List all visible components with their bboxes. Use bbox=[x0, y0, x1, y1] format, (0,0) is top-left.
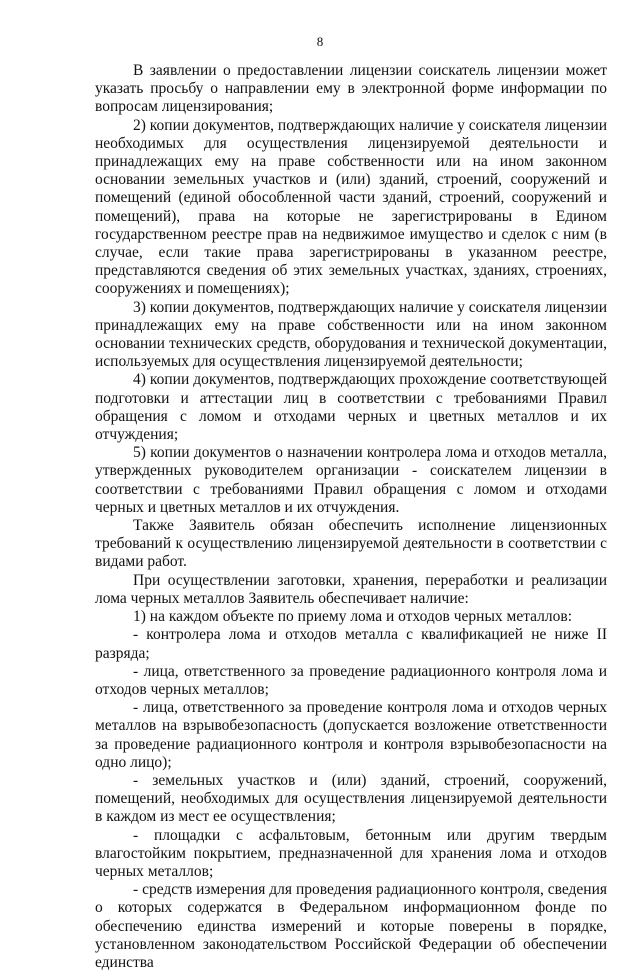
paragraph: При осуществлении заготовки, хранения, переработки и реализации лома черных металлов Заявитель обеспечивает наличие: bbox=[95, 571, 607, 607]
list-item: 5) копии документов о назначении контролера лома и отходов металла, утвержденных руководителем организации - соискателем лицензии в соответствии с требованиями Правил обращения с ломом и отходами черных и цветных металлов и их отчуждения. bbox=[95, 444, 607, 516]
paragraph: Также Заявитель обязан обеспечить исполнение лицензионных требований к осуществлению лицензируемой деятельности в соответствии с видами работ. bbox=[95, 517, 607, 571]
list-item: 2) копии документов, подтверждающих наличие у соискателя лицензии необходимых для осуществления лицензируемой деятельности и принадлежащих ему на праве собственности или на ином законном основании земельных участков и (или) зданий, строений, сооружений и помещений (единой обособленной части зданий, строений, сооружений и помещений), права на которые не зарегистрированы в Едином государственном реестре прав на недвижимое имущество и сделок с ним (в случае, если такие права зарегистрированы в указанном реестре, представляются сведения об этих земельных участках, зданиях, строениях, сооружениях и помещениях); bbox=[95, 116, 607, 298]
list-item: - контролера лома и отходов металла с квалификацией не ниже II разряда; bbox=[95, 626, 607, 662]
list-item: 3) копии документов, подтверждающих наличие у соискателя лицензии принадлежащих ему на праве собственности или на ином законном основании технических средств, оборудования и технической документации, используемых для осуществления лицензируемой деятельности; bbox=[95, 298, 607, 371]
page-number: 8 bbox=[316, 34, 324, 49]
list-item: - площадки с асфальтовым, бетонным или другим твердым влагостойким покрытием, предназначенной для хранения лома и отходов черных металлов; bbox=[95, 826, 607, 880]
paragraph: В заявлении о предоставлении лицензии соискатель лицензии может указать просьбу о направлении ему в электронной форме информации по вопросам лицензирования; bbox=[95, 62, 607, 116]
list-item: 1) на каждом объекте по приему лома и отходов черных металлов: bbox=[133, 608, 573, 626]
list-item: - лица, ответственного за проведение контроля лома и отходов черных металлов на взрывобезопасность (допускается возложение ответственности за проведение радиационного контроля и контроля взрывобезопасности на одно лицо); bbox=[95, 699, 607, 771]
list-item: - земельных участков и (или) зданий, строений, сооружений, помещений, необходимых для осуществления лицензируемой деятельности в каждом из мест ее осуществления; bbox=[95, 771, 607, 826]
list-item: - лица, ответственного за проведение радиационного контроля лома и отходов черных металлов; bbox=[95, 662, 607, 698]
document-body bbox=[95, 62, 607, 972]
list-item: - средств измерения для проведения радиационного контроля, сведения о которых содержатся в Федеральном информационном фонде по обеспечению единства измерений и которые поверены в порядке, установленном законодательством Российской Федерации об обеспечении единства bbox=[95, 881, 607, 971]
list-item: 4) копии документов, подтверждающих прохождение соответствующей подготовки и аттестации лиц в соответствии с требованиями Правил обращения с ломом и отходами черных и цветных металлов и их отчуждения; bbox=[95, 371, 607, 444]
